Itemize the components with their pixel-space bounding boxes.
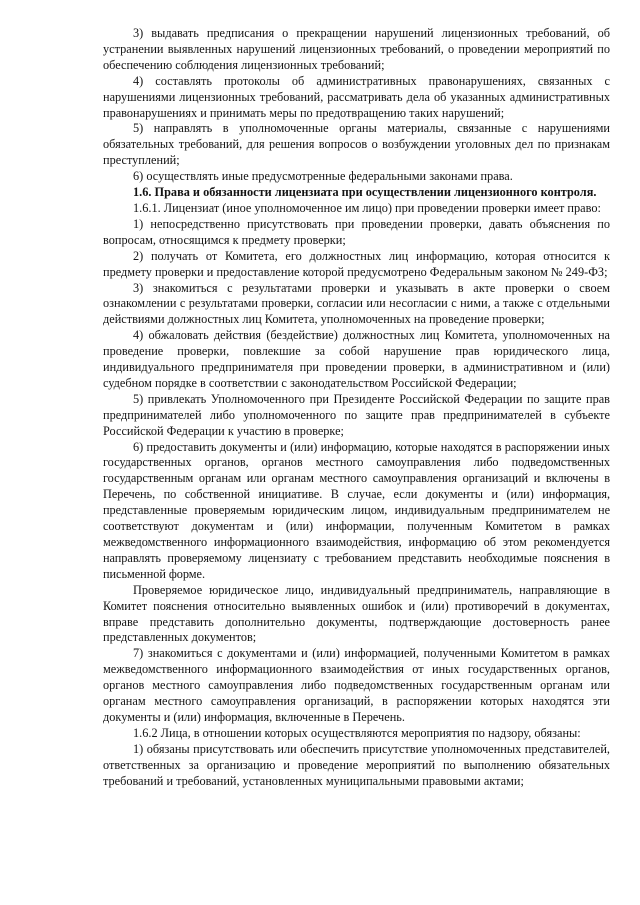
- paragraph-11: 5) привлекать Уполномоченного при Президенте Российской Федерации по защите прав предпринимателей либо уполномоченного по защите прав предпринимателей в субъекте Российской Федерации к участию в проверке;: [103, 391, 610, 438]
- paragraph-6: 1.6.1. Лицензиат (иное уполномоченное им лицо) при проведении проверки имеет право:: [133, 200, 601, 215]
- paragraph-10: 4) обжаловать действия (бездействие) должностных лиц Комитета, уполномоченных на проведение проверки, повлекшие за собой нарушение прав юридического лица, индивидуального предпринимателя при проведении проверки, в административном и (или) судебном порядке в соответствии с законодательством Российской Федерации;: [103, 328, 610, 390]
- paragraph-16: 1) обязаны присутствовать или обеспечить присутствие уполномоченных представителей, ответственных за организацию и проведение мероприятий по выполнению обязательных требований и требований, установленных муниципальными правовыми актами;: [103, 741, 610, 788]
- section-heading: 1.6. Права и обязанности лицензиата при осуществлении лицензионного контроля.: [133, 185, 597, 200]
- paragraph-1: 3) выдавать предписания о прекращении нарушений лицензионных требований, об устранении выявленных нарушений лицензионных требований, о проведении мероприятий по обеспечению соблюдения лицензионных требований;: [103, 26, 610, 72]
- paragraph-4: 6) осуществлять иные предусмотренные федеральными законами права.: [133, 169, 513, 184]
- paragraph-14: 7) знакомиться с документами и (или) информацией, полученными Комитетом в рамках межведомственного информационного взаимодействия от иных государственных органов, органов местного самоуправления либо подведомственных государственным органам или органам местного самоуправления организаций, в распоряжении которых находятся эти документы и (или) информация, включенные в Перечень.: [103, 646, 610, 724]
- paragraph-3: 5) направлять в уполномоченные органы материалы, связанные с нарушениями обязательных требований, для решения вопросов о возбуждении уголовных дел по признакам преступлений;: [103, 121, 610, 168]
- paragraph-15: 1.6.2 Лица, в отношении которых осуществляются мероприятия по надзору, обязаны:: [133, 725, 581, 740]
- paragraph-8: 2) получать от Комитета, его должностных лиц информацию, которая относится к предмету проверки и предоставление которой предусмотрено Федеральным законом № 249-ФЗ;: [103, 248, 610, 279]
- paragraph-12: 6) предоставить документы и (или) информацию, которые находятся в распоряжении иных государственных органов, органов местного самоуправления либо подведомственных государственным органам или органам местного самоуправления организаций и включены в Перечень, по собственной инициативе. В случае, если документы и (или) информация, представленные проверяемым юридическим лицом, индивидуальным предпринимателем не соответствуют документам и (или) информации, полученным Комитетом в рамках межведомственного информационного взаимодействия, информацию об этом рекомендуется направлять проверяемому лицензиату с требованием представить необходимые пояснения в письменной форме.: [103, 439, 610, 581]
- document-body: [103, 26, 610, 790]
- paragraph-13: Проверяемое юридическое лицо, индивидуальный предприниматель, направляющие в Комитет пояснения относительно выявленных ошибок и (или) противоречий в документах, вправе представить дополнительно документы, подтверждающие достоверность ранее представленных документов;: [103, 582, 610, 645]
- paragraph-2: 4) составлять протоколы об административных правонарушениях, связанных с нарушениями лицензионных требований, рассматривать дела об указанных административных правонарушениях и принимать меры по предотвращению таких нарушений;: [103, 73, 610, 120]
- paragraph-7: 1) непосредственно присутствовать при проведении проверки, давать объяснения по вопросам, относящимся к предмету проверки;: [103, 216, 610, 247]
- paragraph-9: 3) знакомиться с результатами проверки и указывать в акте проверки о своем ознакомлении с результатами проверки, согласии или несогласии с ними, а также с отдельными действиями должностных лиц Комитета, уполномоченных на проведение проверки;: [103, 280, 610, 327]
